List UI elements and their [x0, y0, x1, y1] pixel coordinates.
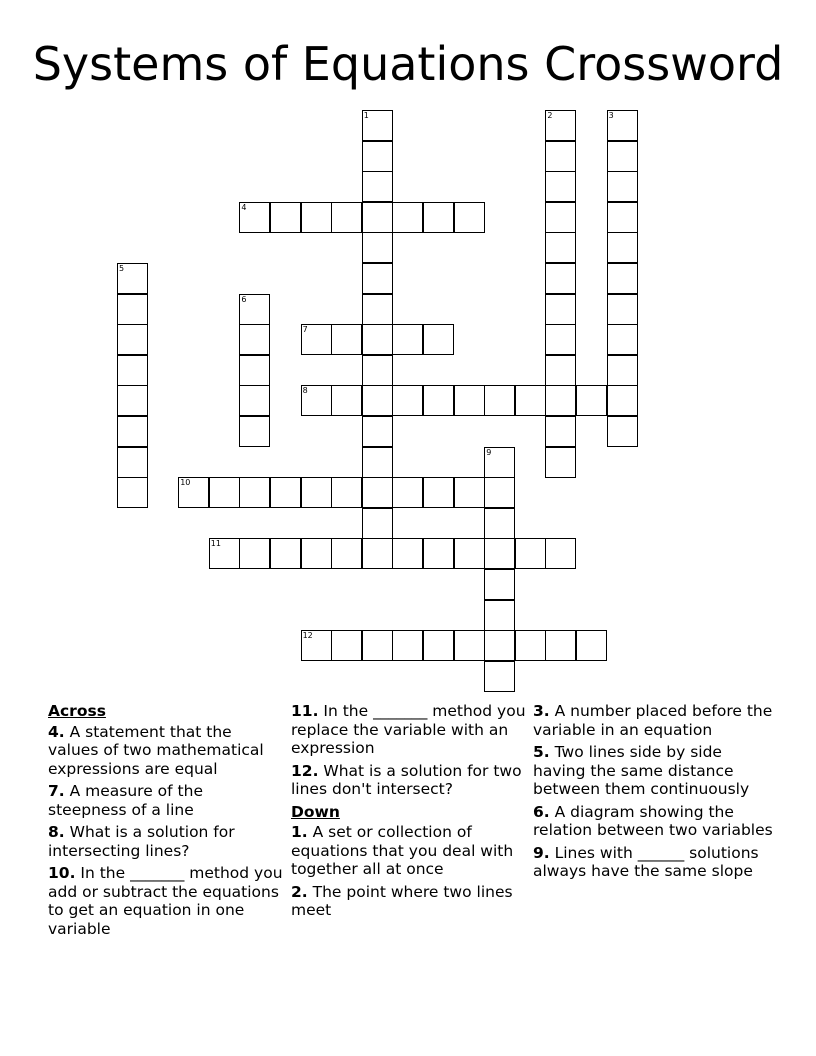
crossword-cell[interactable]	[301, 385, 332, 416]
crossword-cell[interactable]	[362, 508, 393, 539]
clue-number: 1	[363, 111, 369, 120]
crossword-cell[interactable]	[362, 263, 393, 294]
crossword-cell[interactable]	[484, 477, 515, 508]
crossword-cell[interactable]	[239, 202, 270, 233]
crossword-cell[interactable]	[607, 416, 638, 447]
clue-item	[533, 702, 773, 739]
clue-number-label: 11.	[291, 702, 319, 720]
crossword-cell[interactable]	[117, 355, 148, 386]
clue-item	[533, 743, 773, 799]
crossword-cell[interactable]	[392, 202, 423, 233]
crossword-cell[interactable]	[576, 385, 607, 416]
crossword-cell[interactable]	[331, 385, 362, 416]
crossword-cell[interactable]	[362, 630, 393, 661]
clue-number: 4	[241, 202, 247, 212]
clue-text: A statement that the values of two mathematical expressions are equal	[48, 722, 264, 778]
crossword-cell[interactable]	[545, 447, 576, 478]
clue-item	[291, 762, 527, 799]
crossword-cell[interactable]	[239, 416, 270, 447]
crossword-cell[interactable]	[362, 538, 393, 569]
crossword-cell[interactable]	[239, 324, 270, 355]
crossword-cell[interactable]	[331, 324, 362, 355]
clue-number-label: 10.	[48, 864, 76, 882]
crossword-cell[interactable]	[239, 294, 270, 325]
crossword-cell[interactable]	[454, 630, 485, 661]
crossword-cell[interactable]	[607, 110, 638, 141]
crossword-cell[interactable]	[392, 477, 423, 508]
crossword-cell[interactable]	[331, 538, 362, 569]
clue-item	[291, 883, 527, 920]
clue-column-1	[48, 702, 284, 942]
clue-number: 8	[302, 386, 308, 396]
crossword-cell[interactable]	[117, 385, 148, 416]
crossword-cell[interactable]	[209, 477, 240, 508]
clue-number: 12	[302, 631, 313, 641]
clue-text: The point where two lines meet	[291, 882, 513, 919]
crossword-cell[interactable]	[423, 324, 454, 355]
clue-number-label: 2.	[291, 882, 308, 901]
crossword-cell[interactable]	[545, 110, 576, 141]
crossword-cell[interactable]	[545, 630, 576, 661]
crossword-cell[interactable]	[331, 630, 362, 661]
crossword-cell[interactable]	[362, 385, 393, 416]
clue-text: A number placed before the variable in an equation	[533, 702, 773, 739]
crossword-cell[interactable]	[362, 110, 393, 141]
clue-number-label: 3.	[533, 702, 550, 720]
clue-number: 3	[608, 111, 614, 120]
crossword-cell[interactable]	[576, 630, 607, 661]
crossword-cell[interactable]	[331, 477, 362, 508]
crossword-cell[interactable]	[270, 202, 301, 233]
crossword-cell[interactable]	[362, 141, 393, 172]
crossword-cell[interactable]	[392, 538, 423, 569]
crossword-cell[interactable]	[362, 171, 393, 202]
clue-number-label: 4.	[48, 722, 65, 741]
clue-item	[48, 864, 284, 938]
crossword-cell[interactable]	[270, 477, 301, 508]
crossword-cell[interactable]	[515, 630, 546, 661]
clue-number: 11	[210, 539, 221, 549]
crossword-cell[interactable]	[454, 538, 485, 569]
crossword-cell[interactable]	[545, 232, 576, 263]
crossword-cell[interactable]	[545, 202, 576, 233]
crossword-cell[interactable]	[362, 447, 393, 478]
crossword-cell[interactable]	[117, 416, 148, 447]
crossword-cell[interactable]	[484, 508, 515, 539]
crossword-cell[interactable]	[484, 447, 515, 478]
crossword-cell[interactable]	[301, 538, 332, 569]
clue-number: 7	[302, 325, 308, 335]
crossword-cell[interactable]	[423, 202, 454, 233]
crossword-cell[interactable]	[362, 294, 393, 325]
crossword-cell[interactable]	[362, 202, 393, 233]
crossword-cell[interactable]	[423, 477, 454, 508]
clue-number-label: 1.	[291, 823, 308, 841]
crossword-cell[interactable]	[607, 171, 638, 202]
crossword-cell[interactable]	[331, 202, 362, 233]
crossword-cell[interactable]	[362, 416, 393, 447]
crossword-cell[interactable]	[117, 263, 148, 294]
clue-number-label: 5.	[533, 743, 550, 761]
crossword-cell[interactable]	[607, 355, 638, 386]
crossword-cell[interactable]	[362, 324, 393, 355]
crossword-cell[interactable]	[607, 202, 638, 233]
crossword-cell[interactable]	[607, 324, 638, 355]
clue-item	[533, 803, 773, 840]
clue-section-heading: Across	[48, 702, 106, 720]
clue-number: 9	[486, 447, 492, 457]
clue-item	[533, 844, 773, 881]
crossword-cell[interactable]	[607, 263, 638, 294]
crossword-cell[interactable]	[301, 202, 332, 233]
crossword-cell[interactable]	[117, 447, 148, 478]
clue-text: Two lines side by side having the same distance between them continuously	[533, 743, 750, 798]
clue-section-heading: Down	[291, 802, 340, 821]
crossword-cell[interactable]	[545, 294, 576, 325]
crossword-cell[interactable]	[484, 569, 515, 600]
crossword-cell[interactable]	[545, 416, 576, 447]
crossword-cell[interactable]	[392, 324, 423, 355]
crossword-cell[interactable]	[239, 538, 270, 569]
crossword-cell[interactable]	[484, 538, 515, 569]
clue-item	[48, 782, 284, 819]
crossword-cell[interactable]	[607, 141, 638, 172]
crossword-cell[interactable]	[423, 538, 454, 569]
crossword-cell[interactable]	[239, 355, 270, 386]
clue-column-3	[533, 702, 773, 885]
crossword-cell[interactable]	[301, 477, 332, 508]
crossword-cell[interactable]	[117, 294, 148, 325]
crossword-cell[interactable]	[545, 355, 576, 386]
clue-text: A set or collection of equations that you deal with together all at once	[291, 823, 514, 878]
crossword-cell[interactable]	[484, 630, 515, 661]
crossword-cell[interactable]	[392, 630, 423, 661]
clue-number-label: 8.	[48, 823, 65, 841]
crossword-cell[interactable]	[454, 385, 485, 416]
crossword-cell[interactable]	[484, 385, 515, 416]
clue-text: What is a solution for intersecting lines?	[48, 823, 235, 860]
clue-text: In the _______ method you replace the variable with an expression	[291, 702, 526, 757]
clue-item	[291, 702, 527, 758]
page-title: Systems of Equations Crossword	[32, 37, 784, 91]
crossword-cell[interactable]	[362, 355, 393, 386]
clue-number: 2	[547, 111, 553, 120]
crossword-cell[interactable]	[607, 385, 638, 416]
crossword-cell[interactable]	[117, 324, 148, 355]
crossword-cell[interactable]	[301, 630, 332, 661]
crossword-cell[interactable]	[545, 263, 576, 294]
crossword-cell[interactable]	[239, 477, 270, 508]
clue-number-label: 9.	[533, 843, 550, 862]
crossword-cell[interactable]	[362, 232, 393, 263]
crossword-cell[interactable]	[209, 538, 240, 569]
clue-text: A measure of the steepness of a line	[48, 782, 203, 819]
clue-text: Lines with ______ solutions always have the same slope	[533, 843, 759, 880]
crossword-cell[interactable]	[301, 324, 332, 355]
crossword-cell[interactable]	[178, 477, 209, 508]
clue-column-2	[291, 702, 527, 924]
crossword-cell[interactable]	[515, 538, 546, 569]
crossword-cell[interactable]	[423, 385, 454, 416]
clue-number-label: 7.	[48, 782, 65, 800]
clue-number-label: 12.	[291, 761, 319, 780]
clue-number: 5	[119, 264, 125, 273]
crossword-cell[interactable]	[545, 324, 576, 355]
clue-text: A diagram showing the relation between two variables	[533, 802, 773, 839]
crossword-cell[interactable]	[545, 141, 576, 172]
crossword-cell[interactable]	[362, 477, 393, 508]
crossword-cell[interactable]	[239, 385, 270, 416]
crossword-cell[interactable]	[545, 538, 576, 569]
crossword-cell[interactable]	[545, 171, 576, 202]
crossword-cell[interactable]	[484, 600, 515, 631]
crossword-cell[interactable]	[117, 477, 148, 508]
crossword-cell[interactable]	[454, 477, 485, 508]
clue-number: 6	[241, 294, 247, 304]
crossword-cell[interactable]	[515, 385, 546, 416]
crossword-cell[interactable]	[607, 294, 638, 325]
clue-number-label: 6.	[533, 802, 550, 821]
clue-text: In the _______ method you add or subtract the equations to get an equation in one variable	[48, 864, 283, 938]
clue-text: What is a solution for two lines don't intersect?	[291, 761, 522, 798]
crossword-cell[interactable]	[270, 538, 301, 569]
crossword-cell[interactable]	[392, 385, 423, 416]
clue-item	[291, 823, 527, 879]
clue-item	[48, 723, 284, 779]
clue-item	[48, 823, 284, 860]
crossword-cell[interactable]	[454, 202, 485, 233]
crossword-cell[interactable]	[545, 385, 576, 416]
crossword-cell[interactable]	[607, 232, 638, 263]
clue-number: 10	[180, 478, 191, 488]
crossword-cell[interactable]	[484, 661, 515, 692]
crossword-cell[interactable]	[423, 630, 454, 661]
